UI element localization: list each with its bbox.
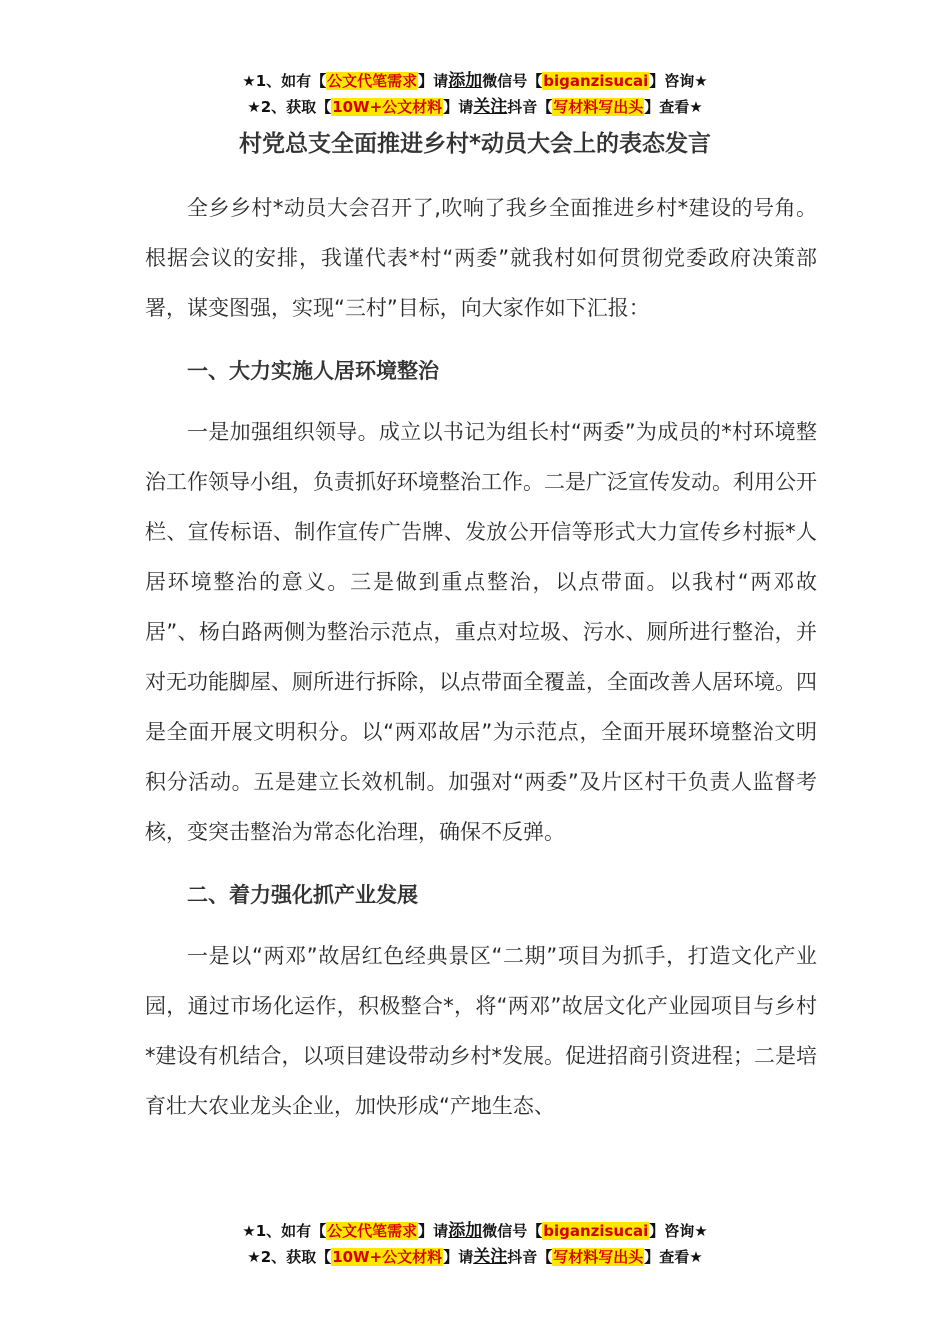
banner-text: ★1、如有【: [242, 72, 327, 90]
banner-text: ★1、如有【: [242, 1222, 327, 1240]
section-heading-2: 二、着力强化抓产业发展: [187, 883, 418, 907]
banner-text: 】咨询★: [649, 72, 708, 90]
banner-text: ★2、获取【: [247, 98, 332, 116]
banner-text: 】请: [443, 1248, 474, 1266]
banner-line-1: [0, 68, 950, 94]
banner-highlight: 公文代笔需求: [327, 1222, 418, 1240]
section-paragraph-1: 一是加强组织领导。成立以书记为组长村“两委”为成员的*村环境整治工作领导小组，负责抓好环境整治工作。二是广泛宣传发动。利用公开栏、宣传标语、制作宣传广告牌、发放公开信等形式大力宣传乡村振*人居环境整治的意义。三是做到重点整治，以点带面。以我村“两邓故居”、杨白路两侧为整治示范点，重点对垃圾、污水、厕所进行整治，并对无功能脚屋、厕所进行拆除，以点带面全覆盖，全面改善人居环境。四是全面开展文明积分。以“两邓故居”为示范点，全面开展环境整治文明积分活动。五是建立长效机制。加强对“两委”及片区村干负责人监督考核，变突击整治为常态化治理，确保不反弹。: [145, 420, 817, 844]
banner-text: 抖音【: [507, 1248, 553, 1266]
banner-highlight: biganzisucai: [543, 72, 649, 90]
banner-line-1: [0, 1218, 950, 1244]
banner-highlight: 写材料写出头: [553, 98, 644, 116]
document-body: [145, 183, 817, 1131]
banner-emphasis: 关注: [473, 97, 508, 117]
banner-text: 】请: [418, 1222, 449, 1240]
banner-text: 抖音【: [507, 98, 553, 116]
section-paragraph-2: 一是以“两邓”故居红色经典景区“二期”项目为抓手，打造文化产业园，通过市场化运作，积极整合*，将“两邓”故居文化产业园项目与乡村*建设有机结合，以项目建设带动乡村*发展。促进招商引资进程；二是培育壮大农业龙头企业，加快形成“产地生态、: [145, 944, 817, 1118]
banner-text: 】查看★: [644, 98, 703, 116]
banner-text: 】请: [443, 98, 474, 116]
banner-line-2: [0, 94, 950, 120]
banner-highlight: 10W+公文材料: [332, 98, 443, 116]
banner-text: 】咨询★: [649, 1222, 708, 1240]
banner-text: 微信号【: [482, 72, 543, 90]
banner-highlight: 写材料写出头: [553, 1248, 644, 1266]
banner-highlight: 10W+公文材料: [332, 1248, 443, 1266]
banner-text: ★2、获取【: [247, 1248, 332, 1266]
banner-emphasis: 添加: [448, 1221, 483, 1241]
banner-highlight: biganzisucai: [543, 1222, 649, 1240]
banner-line-2: [0, 1244, 950, 1270]
banner-highlight: 公文代笔需求: [327, 72, 418, 90]
banner-text: 】请: [418, 72, 449, 90]
section-heading-1: 一、大力实施人居环境整治: [187, 359, 439, 383]
footer-banner: [0, 1218, 950, 1270]
document-title: 村党总支全面推进乡村*动员大会上的表态发言: [238, 131, 712, 157]
intro-paragraph: 全乡乡村*动员大会召开了,吹响了我乡全面推进乡村*建设的号角。根据会议的安排，我谨代表*村“两委”就我村如何贯彻党委政府决策部署，谋变图强，实现“三村”目标，向大家作如下汇报：: [145, 196, 817, 320]
banner-text: 微信号【: [482, 1222, 543, 1240]
banner-emphasis: 关注: [473, 1247, 508, 1267]
banner-emphasis: 添加: [448, 71, 483, 91]
banner-text: 】查看★: [644, 1248, 703, 1266]
header-banner: [0, 68, 950, 120]
